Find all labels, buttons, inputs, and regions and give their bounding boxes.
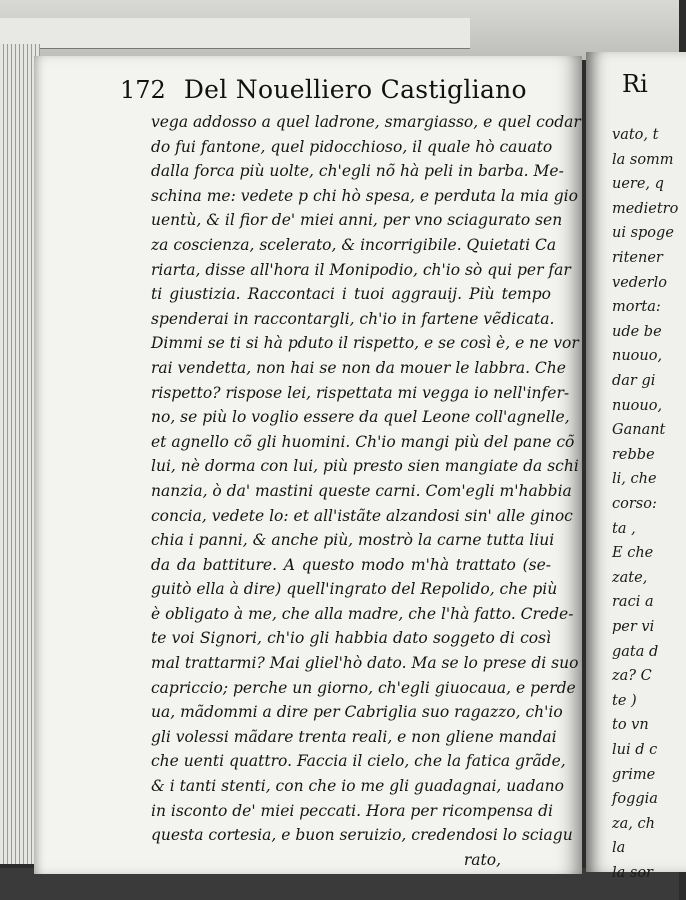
right-page-text-fragment: lui d c: [612, 742, 658, 758]
text-line: ti giustizia. Raccontaci i tuoi aggrauij. Più tempo: [151, 285, 551, 304]
right-page-text-fragment: ude be: [612, 323, 662, 340]
text-line: rai vendetta, non hai se non da mouer le labbra. Che: [151, 358, 566, 377]
right-page-text-fragment: rebbe: [612, 446, 655, 463]
right-page-text-fragment: foggia: [612, 791, 658, 808]
text-line: mal trattarmi? Mai gliel'hò dato. Ma se lo prese di suo: [151, 654, 579, 673]
right-page-text-fragment: vato, t: [612, 127, 659, 143]
right-page-text-fragment: nuouo,: [612, 397, 663, 414]
right-page-text-fragment: morta:: [612, 299, 661, 316]
right-page-text-fragment: zate,: [612, 569, 648, 586]
body-text: [151, 110, 581, 872]
text-line: schina me: vedete p chi hò spesa, e perduta la mia gio: [151, 186, 578, 205]
text-line: & i tanti stenti, con che io me gli guadagnai, uadano: [151, 777, 564, 796]
right-page-text-fragment: per vi: [612, 619, 655, 635]
right-page-text-fragment: la sor: [612, 865, 653, 881]
book-top-edge: [0, 0, 679, 60]
right-page-text-fragment: ritener: [612, 250, 663, 266]
right-page-text-fragment: dar gi: [612, 373, 656, 389]
right-page-text-fragment: vederlo: [612, 274, 667, 291]
text-line: nanzia, ò da' mastini queste carni. Com'egli m'habbia: [151, 481, 572, 500]
text-line: no, se più lo voglio essere da quel Leone coll'agnelle,: [151, 408, 570, 427]
right-page-text-fragment: la somm: [612, 151, 674, 168]
right-page-text-fragment: ui spoge: [612, 225, 674, 242]
text-line: lui, nè dorma con lui, più presto sien mangiate da schi: [151, 457, 579, 476]
text-line: et agnello cõ gli huomini. Ch'io mangi più del pane cõ: [151, 432, 575, 451]
right-page-text-fragment: grime: [612, 766, 656, 783]
text-line: questa cortesia, e buon seruizio, credendosi lo sciagu: [151, 826, 573, 845]
text-line: chia i panni, & anche più, mostrò la carne tutta liui: [151, 531, 555, 550]
text-line: rispetto? rispose lei, rispettata mi vegga io nell'infer-: [151, 383, 570, 402]
text-line: do fui fantone, quel pidocchioso, il quale hò cauato: [151, 137, 553, 156]
right-page-text-fragment: ta ,: [612, 520, 636, 537]
text-line: è obligato à me, che alla madre, che l'hà fatto. Crede-: [151, 604, 574, 623]
right-page-text-fragment: za? C: [612, 668, 652, 685]
text-line: uentù, & il fior de' miei anni, per vno sciagurato sen: [151, 211, 563, 230]
text-line: guitò ella à dire) quell'ingrato del Repolido, che più: [151, 580, 558, 599]
page-header: [120, 75, 560, 107]
book-cover-strip: [0, 18, 470, 49]
text-line: ua, mãdommi a dire per Cabriglia suo ragazzo, ch'io: [151, 703, 563, 722]
text-line: da da battiture. A questo modo m'hà trattato (se-: [151, 555, 551, 574]
text-line: concia, vedete lo: et all'istãte alzandosi sin' alle ginoc: [151, 506, 573, 525]
right-page-text-fragment: to vn: [612, 717, 649, 734]
right-page-text-fragment: corso:: [612, 496, 657, 512]
text-line: in isconto de' miei peccati. Hora per ricompensa di: [151, 801, 554, 820]
text-line: Dimmi se ti si hà pduto il rispetto, e se così è, e ne vor: [151, 334, 579, 353]
right-page-text-fragment: te ): [612, 692, 637, 709]
right-page-text-fragment: medietro: [612, 200, 679, 217]
text-line: che uenti quattro. Faccia il cielo, che la fatica grãde,: [151, 752, 566, 771]
right-page-text-fragment: nuouo,: [612, 348, 663, 365]
right-page-text-fragment: E che: [612, 545, 654, 562]
right-page-text-fragment: gata d: [612, 643, 659, 660]
text-line: gli volessi mãdare trenta reali, e non gliene mandai: [151, 727, 557, 746]
right-page-text-fragment: li, che: [612, 471, 657, 488]
text-line: te voi Signori, ch'io gli habbia dato soggeto di così: [151, 629, 551, 648]
text-line: vega addosso a quel ladrone, smargiasso, e quel codar: [151, 113, 581, 131]
text-line: capriccio; perche un giorno, ch'egli giuocaua, e perde: [151, 678, 576, 697]
text-line: dalla forca più uolte, ch'egli nõ hà peli in barba. Me-: [151, 162, 564, 181]
right-page-text-fragment: Ganant: [612, 422, 666, 439]
right-page: [586, 52, 686, 881]
right-page-header-fragment: Ri: [622, 70, 648, 98]
page-number: 172: [120, 76, 166, 104]
text-line: za coscienza, scelerato, & incorrigibile. Quietati Ca: [151, 235, 557, 254]
catchword: rato,: [463, 850, 501, 869]
right-page-text-fragment: za, ch: [612, 815, 655, 832]
right-page-text-fragment: raci a: [612, 594, 654, 611]
text-line: riarta, disse all'hora il Monipodio, ch'io sò qui per far: [151, 260, 571, 279]
running-title: Del Nouelliero Castigliano: [183, 75, 527, 104]
right-page-text-fragment: la: [612, 840, 626, 857]
text-line: spenderai in raccontargli, ch'io in fartene vẽdicata.: [151, 309, 555, 328]
right-page-text-fragment: uere, q: [612, 176, 664, 193]
